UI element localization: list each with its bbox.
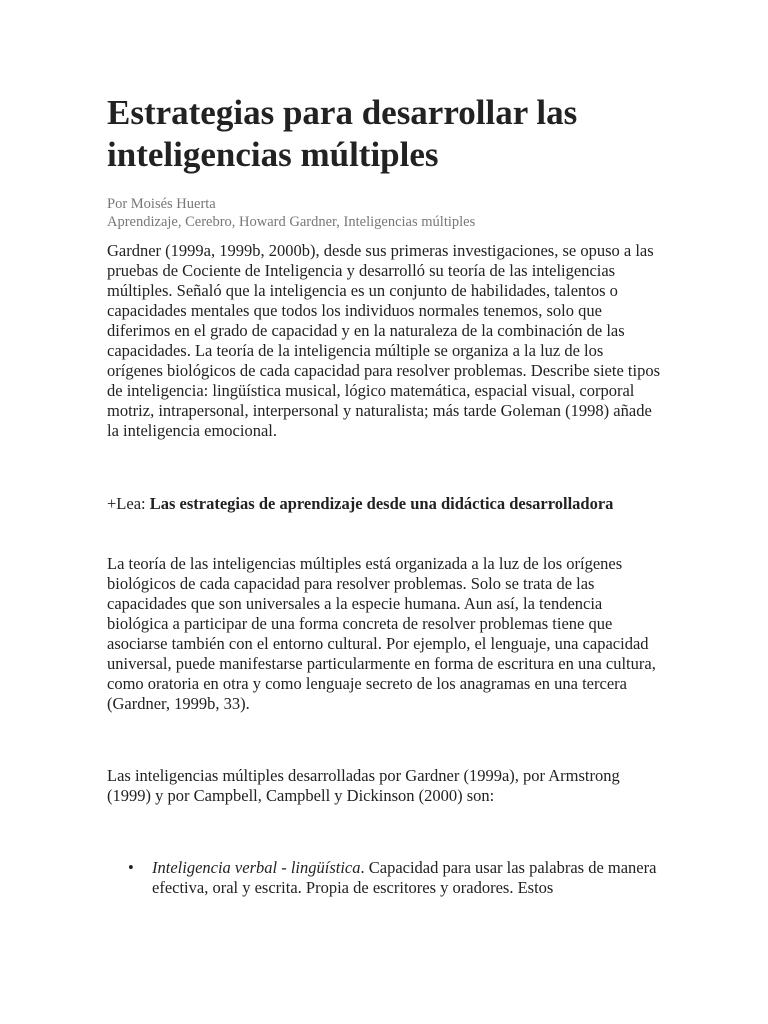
intelligences-list xyxy=(107,858,663,898)
list-item xyxy=(128,858,663,898)
paragraph-list-intro: Las inteligencias múltiples desarrolladas por Gardner (1999a), por Armstrong (1999) y por Campbell, Campbell y Dickinson (2000) son: xyxy=(107,766,620,805)
article-meta xyxy=(107,195,663,231)
paragraph-theory: La teoría de las inteligencias múltiples está organizada a la luz de los orígenes biológicos de cada capacidad para resolver problemas. Solo se trata de las capacidades que son universales a la especie humana. Aun así, la tendencia biológica a participar de una forma concreta de resolver problemas tiene que asociarse también con el entorno cultural. Por ejemplo, el lenguaje, una capacidad universal, puede manifestarse particularmente en forma de escritura en una cultura, como oratoria en otra y como lenguaje secreto de los anagramas en una tercera (Gardner, 1999b, 33). xyxy=(107,554,656,713)
paragraph-intro: Gardner (1999a, 1999b, 2000b), desde sus primeras investigaciones, se opuso a las pruebas de Cociente de Inteligencia y desarrolló su teoría de las inteligencias múltiples. Señaló que la inteligencia es un conjunto de habilidades, talentos o capacidades mentales que todos los individuos normales tenemos, solo que diferimos en el grado de capacidad y en la naturaleza de la combinación de las capacidades. La teoría de la inteligencia múltiple se organiza a la luz de los orígenes biológicos de cada capacidad para resolver problemas. Describe siete tipos de inteligencia: lingüística musical, lógico matemática, espacial visual, corporal motriz, intrapersonal, interpersonal y naturalista; más tarde Goleman (1998) añade la inteligencia emocional. xyxy=(107,241,660,440)
read-more xyxy=(107,494,663,514)
read-more-link[interactable]: Las estrategias de aprendizaje desde una didáctica desarrolladora xyxy=(149,494,614,513)
list-item-text: . Capacidad para usar las palabras de manera efectiva, oral y escrita. Propia de escritores y oradores. Estos xyxy=(152,858,657,897)
article xyxy=(107,92,663,898)
article-title: Estrategias para desarrollar las inteligencias múltiples xyxy=(107,93,578,174)
list-item-term: Inteligencia verbal - lingüística xyxy=(152,858,361,877)
article-tags: Aprendizaje, Cerebro, Howard Gardner, Inteligencias múltiples xyxy=(107,214,476,230)
author-byline: Por Moisés Huerta xyxy=(107,196,216,212)
bullet-icon: • xyxy=(128,858,134,877)
read-more-prefix: +Lea: xyxy=(107,494,150,513)
